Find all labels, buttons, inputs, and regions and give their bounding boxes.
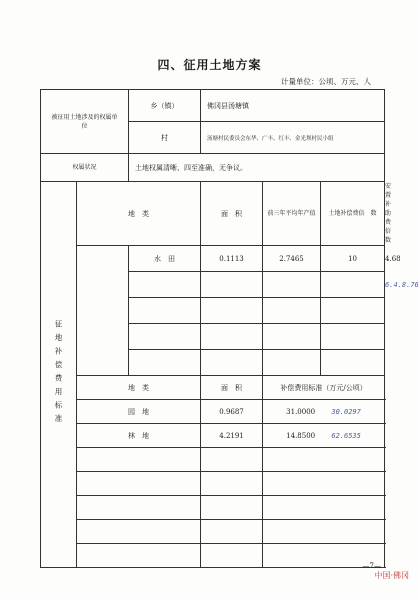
t1-blank-col xyxy=(77,246,129,376)
t2-empty-cell xyxy=(77,544,201,568)
side-label-cell xyxy=(41,182,77,568)
t2-empty-cell xyxy=(263,496,385,520)
t2-empty-cell xyxy=(201,448,263,472)
t2-empty-cell xyxy=(263,520,385,544)
t2-empty-cell xyxy=(263,472,385,496)
units-label: 被征用土地涉及的权属单位 xyxy=(41,90,129,154)
t2-row-handwriting: 62.6535 xyxy=(331,431,361,440)
t2-empty-cell xyxy=(201,520,263,544)
village-value: 汤塘村民委员会东华、广丰、红丰、金光坝村民小组 xyxy=(201,122,385,154)
t2-row-standard: 14.8500 xyxy=(286,431,316,440)
t1-empty-cell xyxy=(321,298,385,324)
page-title: 四、征用土地方案 xyxy=(157,58,262,72)
t1-empty-cell xyxy=(263,350,321,376)
ownership-label: 权属状况 xyxy=(41,154,129,182)
t1-empty-cell xyxy=(129,272,201,298)
t2-empty-cell xyxy=(77,472,201,496)
t1-empty-cell xyxy=(201,272,263,298)
t2-header-standard: 补偿费用标准（万元/公顷） xyxy=(263,376,385,400)
t1-empty-cell xyxy=(129,350,201,376)
t1-row-compensation: 10 xyxy=(321,246,385,272)
t1-empty-cell xyxy=(129,324,201,350)
t1-row-type: 水 田 xyxy=(129,246,201,272)
t1-header-area: 面 积 xyxy=(201,182,263,246)
t2-row-handwriting: 30.0297 xyxy=(331,407,361,416)
t1-empty-cell xyxy=(263,298,321,324)
t1-empty-cell xyxy=(201,324,263,350)
t2-empty-cell xyxy=(77,448,201,472)
watermark-logo: 中国·佛冈 xyxy=(374,571,409,580)
t2-row-area: 4.2191 xyxy=(201,424,263,448)
t1-row-output: 2.7465 xyxy=(263,246,321,272)
t1-header-compensation: 土地补偿费倍 数 xyxy=(321,182,385,246)
t1-empty-cell xyxy=(321,324,385,350)
t2-header-area: 面 积 xyxy=(201,376,263,400)
t1-empty-cell xyxy=(263,272,321,298)
t2-row-standard: 31.0000 xyxy=(286,407,316,416)
t1-header-output: 前三年平均年产值 xyxy=(263,182,321,246)
village-label: 村 xyxy=(129,122,201,154)
t1-row-area: 0.1113 xyxy=(201,246,263,272)
t2-row-type: 林 地 xyxy=(77,424,201,448)
t2-row-standard-cell xyxy=(263,424,385,448)
page-number: —7— xyxy=(362,562,381,570)
t1-header-type: 地 类 xyxy=(77,182,201,246)
t1-empty-cell xyxy=(201,350,263,376)
t1-empty-cell xyxy=(201,298,263,324)
t2-row-standard-cell xyxy=(263,400,385,424)
t1-empty-cell xyxy=(321,272,385,298)
t1-empty-cell xyxy=(129,298,201,324)
t2-empty-cell xyxy=(263,448,385,472)
t2-empty-cell xyxy=(201,472,263,496)
t1-empty-cell xyxy=(321,350,385,376)
township-value: 佛冈县汤塘镇 xyxy=(201,90,385,122)
t2-empty-cell xyxy=(77,520,201,544)
side-label: 征地补偿费用标准 xyxy=(54,319,63,428)
land-plan-table: 被征用土地涉及的权属单位 乡（镇） 佛冈县汤塘镇 村 汤塘村民委员会东华、广丰、红丰、金光坝村民小组 权属状况 土地权属清晰、四至准确，无争议。 征地补偿费用标准 地 类 面 积 前三年平均年产值 土地补偿费倍 数 安置补助费倍 数 水 田 0.1113 2.7465 10 4.68 6.4.8.76 地 类 面 积 补偿费用标准（万元/公顷） 园 地 0.9687 31.0000 30.0297 林 地 4.2191 14.8500 62.6535 xyxy=(40,89,385,568)
unit-label: 计量单位：公顷、万元、人 xyxy=(281,77,371,86)
t2-header-type: 地 类 xyxy=(77,376,201,400)
t2-empty-cell xyxy=(201,496,263,520)
ownership-value: 土地权属清晰、四至准确，无争议。 xyxy=(129,154,385,182)
t2-empty-cell xyxy=(201,544,263,568)
handwritten-value: 6.4.8.76 xyxy=(385,280,419,289)
t1-empty-cell xyxy=(263,324,321,350)
t2-row-area: 0.9687 xyxy=(201,400,263,424)
t2-empty-cell xyxy=(77,496,201,520)
t2-row-type: 园 地 xyxy=(77,400,201,424)
township-label: 乡（镇） xyxy=(129,90,201,122)
